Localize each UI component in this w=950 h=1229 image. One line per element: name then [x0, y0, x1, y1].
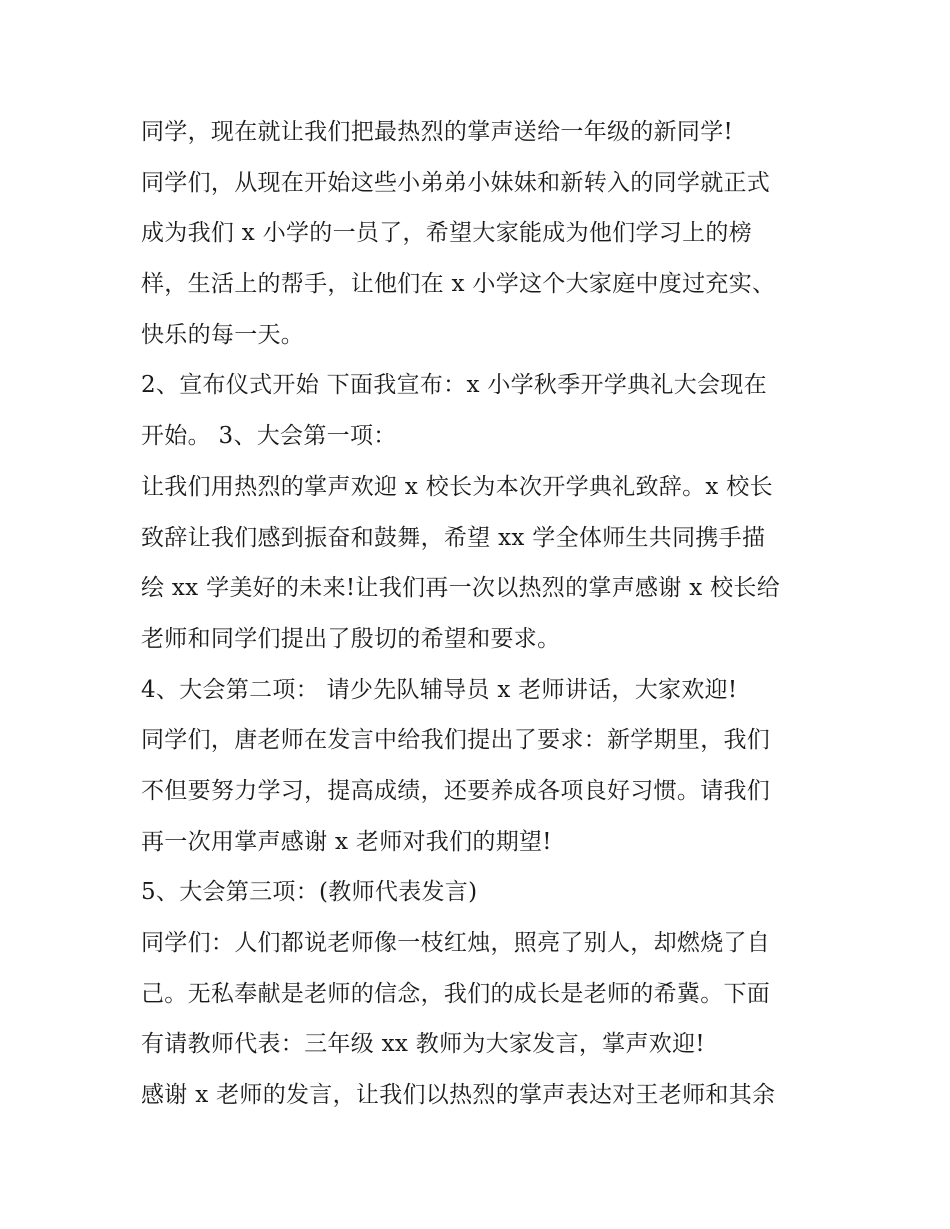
text-line: 感谢 x 老师的发言，让我们以热烈的掌声表达对王老师和其余 — [141, 1082, 776, 1109]
text-line: 不但要努力学习，提高成绩，还要养成各项良好习惯。请我们 — [141, 777, 771, 804]
text-line: 同学们：人们都说老师像一枝红烛，照亮了别人，却燃烧了自 — [141, 930, 771, 956]
text-line: 绘 xx 学美好的未来!让我们再一次以热烈的掌声感谢 x 校长给 — [141, 575, 780, 602]
text-line: 同学们，从现在开始这些小弟弟小妹妹和新转入的同学就正式 — [141, 169, 771, 196]
text-line: 样，生活上的帮手，让他们在 x 小学这个大家庭中度过充实、 — [141, 271, 776, 298]
text-line: 让我们用热烈的掌声欢迎 x 校长为本次开学典礼致辞。x 校长 — [141, 473, 773, 500]
text-line: 再一次用掌声感谢 x 老师对我们的期望! — [141, 828, 552, 855]
text-line: 成为我们 x 小学的一员了，希望大家能成为他们学习上的榜 — [141, 220, 752, 247]
section-heading-line: 2、宣布仪式开始 下面我宣布：x 小学秋季开学典礼大会现在 — [141, 372, 767, 399]
text-line: 同学们，唐老师在发言中给我们提出了要求：新学期里，我们 — [141, 727, 771, 754]
section-heading-line: 5、大会第三项：(教师代表发言) — [141, 879, 478, 906]
text-line: 快乐的每一天。 — [141, 321, 305, 348]
text-line: 开始。 3、大会第一项： — [141, 423, 397, 450]
text-line: 同学，现在就让我们把最热烈的掌声送给一年级的新同学! — [141, 119, 734, 145]
text-line: 己。无私奉献是老师的信念，我们的成长是老师的希冀。下面 — [141, 980, 771, 1007]
document-body — [141, 107, 821, 1121]
text-line: 老师和同学们提出了殷切的希望和要求。 — [141, 625, 561, 652]
text-line: 有请教师代表：三年级 xx 教师为大家发言，掌声欢迎! — [141, 1031, 705, 1058]
section-heading-line: 4、大会第二项： 请少先队辅导员 x 老师讲话，大家欢迎! — [141, 676, 738, 703]
text-line: 致辞让我们感到振奋和鼓舞，希望 xx 学全体师生共同携手描 — [141, 524, 766, 551]
